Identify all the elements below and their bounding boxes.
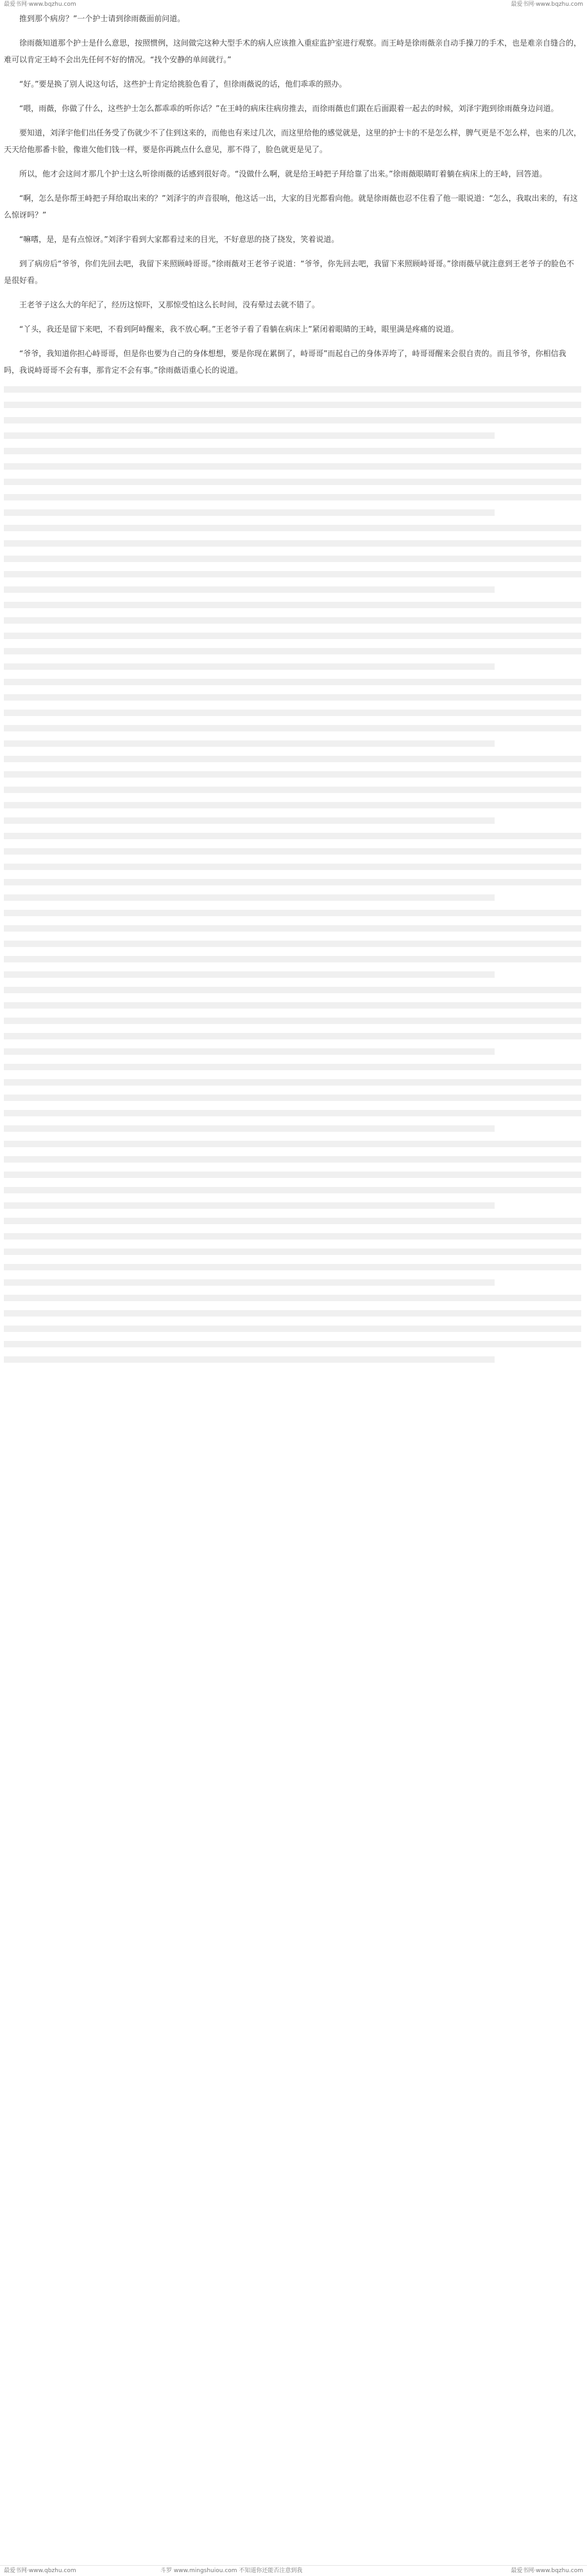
text-line xyxy=(4,1233,581,1240)
paragraph: “啊，怎么是你帮王峙把子拜给取出来的？”刘泽宇的声音很响，他这话一出，大家的目光都看向他。就是徐雨薇也忍不住看了他一眼说道：“怎么，我取出来的，有这么惊讶吗？” xyxy=(4,194,578,219)
text-line xyxy=(4,1326,581,1332)
text-line xyxy=(4,956,581,962)
text-line xyxy=(4,648,581,654)
paragraph: “爷爷，我知道你担心峙哥哥，但是你也要为自己的身体想想，要是你现在累倒了，峙哥哥”而起自己的身体弄垮了，峙哥哥醒来会很自责的。而且爷爷，你相信我吗，我说峙哥哥不会有事，那肯定不会有事。”徐雨薇语重心长的说道。 xyxy=(4,349,566,375)
text-line xyxy=(4,771,581,778)
paragraph: 推到那个病房？”一个护士请到徐雨薇面前问道。 xyxy=(19,14,185,23)
text-line xyxy=(4,1187,581,1193)
text-line xyxy=(4,1110,581,1116)
text-line xyxy=(4,833,581,839)
text-line xyxy=(4,1279,495,1286)
paragraph: “好。”要是换了别人说这句话，这些护士肯定给挑脸色看了，但徐雨薇说的话，他们乖乖的照办。 xyxy=(19,80,347,89)
text-line xyxy=(4,740,495,747)
text-line xyxy=(4,848,581,855)
text-line xyxy=(4,1002,581,1009)
text-line xyxy=(4,432,495,439)
text-line xyxy=(4,694,581,701)
text-line xyxy=(4,879,581,885)
text-line xyxy=(4,1033,581,1039)
text-line xyxy=(4,586,495,593)
text-line xyxy=(4,1218,581,1224)
text-line xyxy=(4,1048,495,1055)
text-line xyxy=(4,1079,581,1086)
text-line xyxy=(4,663,495,670)
paragraph: “嘛嗜，是，是有点惊讶。”刘泽宇看到大家都看过来的目光，不好意思的挠了挠发，笑着说道。 xyxy=(19,235,339,244)
text-line xyxy=(4,1172,581,1178)
text-line xyxy=(4,679,581,685)
text-line xyxy=(4,925,581,932)
remaining-text-lines xyxy=(4,386,581,1363)
paragraph: “丫头，我还是留下来吧，不看到阿峙醒来，我不放心啊。”王老爷子看了看躺在病床上”紧闭着眼睛的王峙，眼里满是疼痛的说道。 xyxy=(19,325,459,334)
text-line xyxy=(4,571,581,577)
text-line xyxy=(4,1202,495,1209)
text-line xyxy=(4,756,581,762)
paragraph: 所以，他才会这间才那几个护士这么听徐雨薇的话感到很好奇。“没做什么啊，就是给王峙把子拜给靠了出来。”徐雨薇眼睛盯着躺在病床上的王峙，回答道。 xyxy=(19,169,547,178)
text-line xyxy=(4,509,495,516)
text-line xyxy=(4,725,581,731)
text-line xyxy=(4,1095,581,1101)
text-line xyxy=(4,494,581,500)
site-url-right[interactable]: 最爱书网·www.bqzhu.com xyxy=(511,1,583,8)
bottom-bar xyxy=(0,2565,587,2576)
text-line xyxy=(4,1064,581,1070)
text-line xyxy=(4,417,581,423)
footer-site-right[interactable]: 最爱书网·www.bqzhu.com xyxy=(511,2568,583,2574)
text-line xyxy=(4,633,581,639)
text-line xyxy=(4,402,581,408)
text-line xyxy=(4,987,581,993)
text-line xyxy=(4,617,581,624)
text-line xyxy=(4,864,581,870)
text-line xyxy=(4,1295,581,1301)
text-line xyxy=(4,710,581,716)
text-line xyxy=(4,1156,581,1163)
top-bar xyxy=(0,0,587,9)
text-line xyxy=(4,894,495,901)
text-line xyxy=(4,1356,495,1363)
text-line xyxy=(4,787,581,793)
text-line xyxy=(4,1341,581,1347)
text-line xyxy=(4,525,581,531)
text-line xyxy=(4,1125,495,1132)
text-line xyxy=(4,1249,581,1255)
text-line xyxy=(4,1018,581,1024)
site-url-left[interactable]: 最爱书网·www.bqzhu.com xyxy=(4,1,76,8)
paragraph: “喂，雨薇，你做了什么，这些护士怎么都乖乖的听你话？”在王峙的病床往病房推去，而徐雨薇也们跟在后面跟着一起去的时候，刘泽宇跑到徐雨薇身边问道。 xyxy=(19,104,559,113)
text-line xyxy=(4,817,495,824)
text-line xyxy=(4,556,581,562)
paragraph: 要知道，刘泽宇他们出任务受了伤就少不了住到这来的，而他也有来过几次，而这里给他的感觉就是，这里的护士卡的不是怎么样，脾气更是不怎么样，也来的几次，天天给他那番卡脸，像谁欠他们钱一样，要是你再跳点什么意见，那不得了，脸色就更是见了。 xyxy=(4,128,582,154)
text-line xyxy=(4,910,581,916)
paragraph: 王老爷子这么大的年纪了，经历这惊吓，又那惊受怕这么长时间，没有晕过去就不错了。 xyxy=(19,300,320,309)
paragraph: 徐雨薇知道那个护士是什么意思，按照惯例，这间做完这种大型手术的病人应该推入重症监护室进行观察。而王峙是徐雨薇亲自动手操刀的手术，也是难亲自缝合的，难可以肯定王峙不会出先任何不好的情况。“找个安静的单间就行。” xyxy=(4,38,582,64)
paragraph: 到了病房后“爷爷，你们先回去吧，我留下来照顾峙哥哥。”徐雨薇对王老爷子说道：“爷爷，你先回去吧，我留下来照顾峙哥哥。”徐雨薇早就注意到王老爷子的脸色不是很好看。 xyxy=(4,259,574,285)
text-line xyxy=(4,540,581,547)
text-line xyxy=(4,802,581,808)
text-line xyxy=(4,1141,581,1147)
text-line xyxy=(4,1310,581,1317)
text-line xyxy=(4,1264,581,1270)
text-line xyxy=(4,602,581,608)
text-line xyxy=(4,463,581,470)
text-line xyxy=(4,448,581,454)
text-line xyxy=(4,941,581,947)
footer-middle-text: 斗罗 www.mingshuiou.com 不知道你还能否注意到我 xyxy=(160,2568,303,2574)
text-line xyxy=(4,971,495,978)
text-line xyxy=(4,386,581,393)
footer-site-left[interactable]: 最爱书网·www.qbzhu.com xyxy=(4,2568,76,2574)
text-line xyxy=(4,479,581,485)
chapter-content xyxy=(4,10,581,1372)
